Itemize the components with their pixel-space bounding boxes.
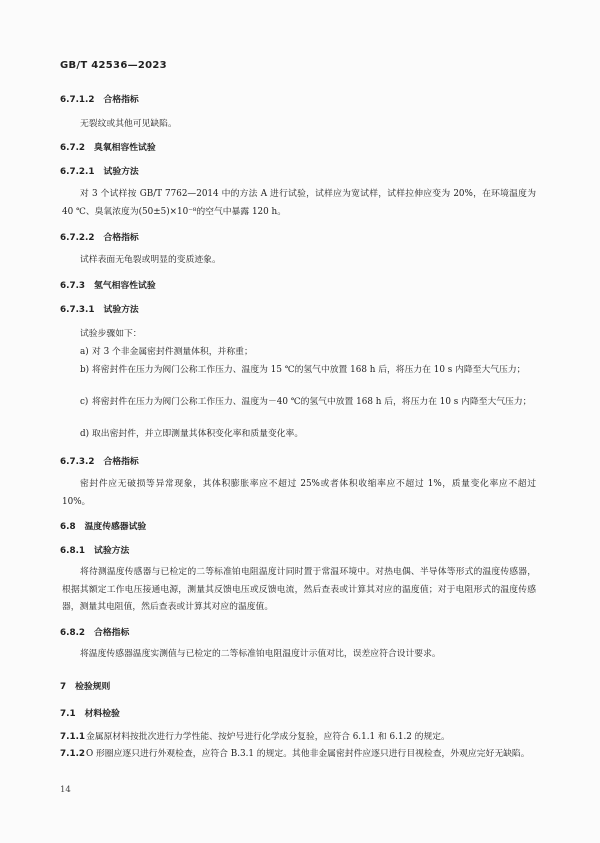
section-title: 试验方法 (103, 167, 139, 177)
list-marker: b) (80, 365, 90, 375)
section-number: 6.8.1 (60, 546, 86, 556)
clause-7-1-2 (60, 746, 538, 764)
heading-6-7-2 (60, 142, 540, 154)
list-text: 对 3 个非金属密封件测量体积，并称重； (92, 347, 253, 357)
heading-6-7-2-1 (60, 166, 540, 178)
list-text: 将密封件在压力为阀门公称工作压力、温度为 15 ℃的氢气中放置 168 h 后，将压力在 10 s 内降至大气压力； (92, 365, 526, 375)
section-number: 6.8.2 (60, 628, 86, 638)
paragraph-6-7-1-2: 无裂纹或其他可见缺陷。 (80, 119, 177, 129)
section-title: 试验方法 (94, 546, 130, 556)
heading-7-1 (60, 708, 540, 720)
clause-number: 7.1.1 (60, 732, 86, 742)
heading-6-7-3-1 (60, 304, 540, 316)
section-number: 7 (60, 682, 67, 692)
steps-intro: 试验步骤如下： (80, 329, 142, 339)
section-title: 氢气相容性试验 (94, 281, 156, 291)
section-title: 合格指标 (103, 95, 139, 105)
list-marker: d) (80, 429, 90, 439)
section-number: 6.7.1.2 (60, 95, 95, 105)
list-text: 取出密封件，并立即测量其体积变化率和质量变化率。 (92, 429, 304, 439)
section-number: 6.7.2.2 (60, 233, 95, 243)
heading-6-7-3 (60, 280, 540, 292)
standard-code: GB/T 42536—2023 (60, 60, 167, 71)
section-number: 7.1 (60, 709, 76, 719)
list-item (80, 362, 538, 380)
clause-number: 7.1.2 (60, 749, 86, 759)
paragraph-6-8-1: 将待测温度传感器与已检定的二等标准铂电阻温度计同时置于常温环境中。对热电偶、半导体等形式的温度传感器，根据其额定工作电压接通电源，测量其反馈电压或反馈电流，然后查表或计算其对应的温度值；对于电阻形式的温度传感器，测量其电阻值，然后查表或计算其对应的温度值。 (62, 567, 536, 612)
list-item (80, 394, 538, 412)
section-title: 合格指标 (103, 457, 139, 467)
section-number: 6.7.3.1 (60, 305, 95, 315)
heading-7 (60, 681, 540, 693)
clause-7-1-1 (60, 729, 538, 747)
list-marker: a) (80, 347, 89, 357)
list-text: 将密封件在压力为阀门公称工作压力、温度为－40 ℃的氢气中放置 168 h 后，将压力在 10 s 内降至大气压力； (92, 397, 532, 407)
section-title: 合格指标 (94, 628, 130, 638)
paragraph-6-7-2-2: 试样表面无龟裂或明显的变质迹象。 (80, 255, 221, 265)
heading-6-8-2 (60, 627, 540, 639)
paragraph-6-8-2: 将温度传感器温度实测值与已检定的二等标准铂电阻温度计示值对比，误差应符合设计要求。 (80, 649, 441, 659)
heading-6-7-3-2 (60, 456, 540, 468)
heading-6-8 (60, 521, 540, 533)
section-title: 合格指标 (103, 233, 139, 243)
page-number: 14 (60, 785, 71, 795)
section-number: 6.7.3 (60, 281, 86, 291)
paragraph-6-7-2-1: 对 3 个试样按 GB/T 7762—2014 中的方法 A 进行试验，试样应为宽试样，试样拉伸应变为 20%，在环境温度为 40 ℃、臭氧浓度为(50±5)×10⁻⁸的空气中暴露 120 h。 (62, 189, 536, 217)
section-title: 臭氧相容性试验 (94, 143, 156, 153)
heading-6-7-1-2 (60, 94, 540, 106)
heading-6-7-2-2 (60, 232, 540, 244)
section-title: 试验方法 (103, 305, 139, 315)
paragraph-6-7-3-2: 密封件应无破损等异常现象，其体积膨胀率应不超过 25%或者体积收缩率应不超过 1%，质量变化率应不超过 10%。 (62, 479, 536, 507)
list-marker: c) (80, 397, 89, 407)
section-title: 材料检验 (84, 709, 120, 719)
clause-text: O 形圈应逐只进行外观检查，应符合 B.3.1 的规定。其他非金属密封件应逐只进行目视检查，外观应完好无缺陷。 (86, 749, 530, 759)
clause-text: 金属原材料按批次进行力学性能、按炉号进行化学成分复验，应符合 6.1.1 和 6.1.2 的规定。 (86, 732, 450, 742)
section-number: 6.7.3.2 (60, 457, 95, 467)
list-item (80, 426, 538, 444)
section-number: 6.8 (60, 522, 76, 532)
section-number: 6.7.2 (60, 143, 86, 153)
section-title: 检验规则 (75, 682, 111, 692)
section-number: 6.7.2.1 (60, 167, 95, 177)
heading-6-8-1 (60, 545, 540, 557)
list-item (80, 344, 538, 362)
section-title: 温度传感器试验 (84, 522, 147, 532)
